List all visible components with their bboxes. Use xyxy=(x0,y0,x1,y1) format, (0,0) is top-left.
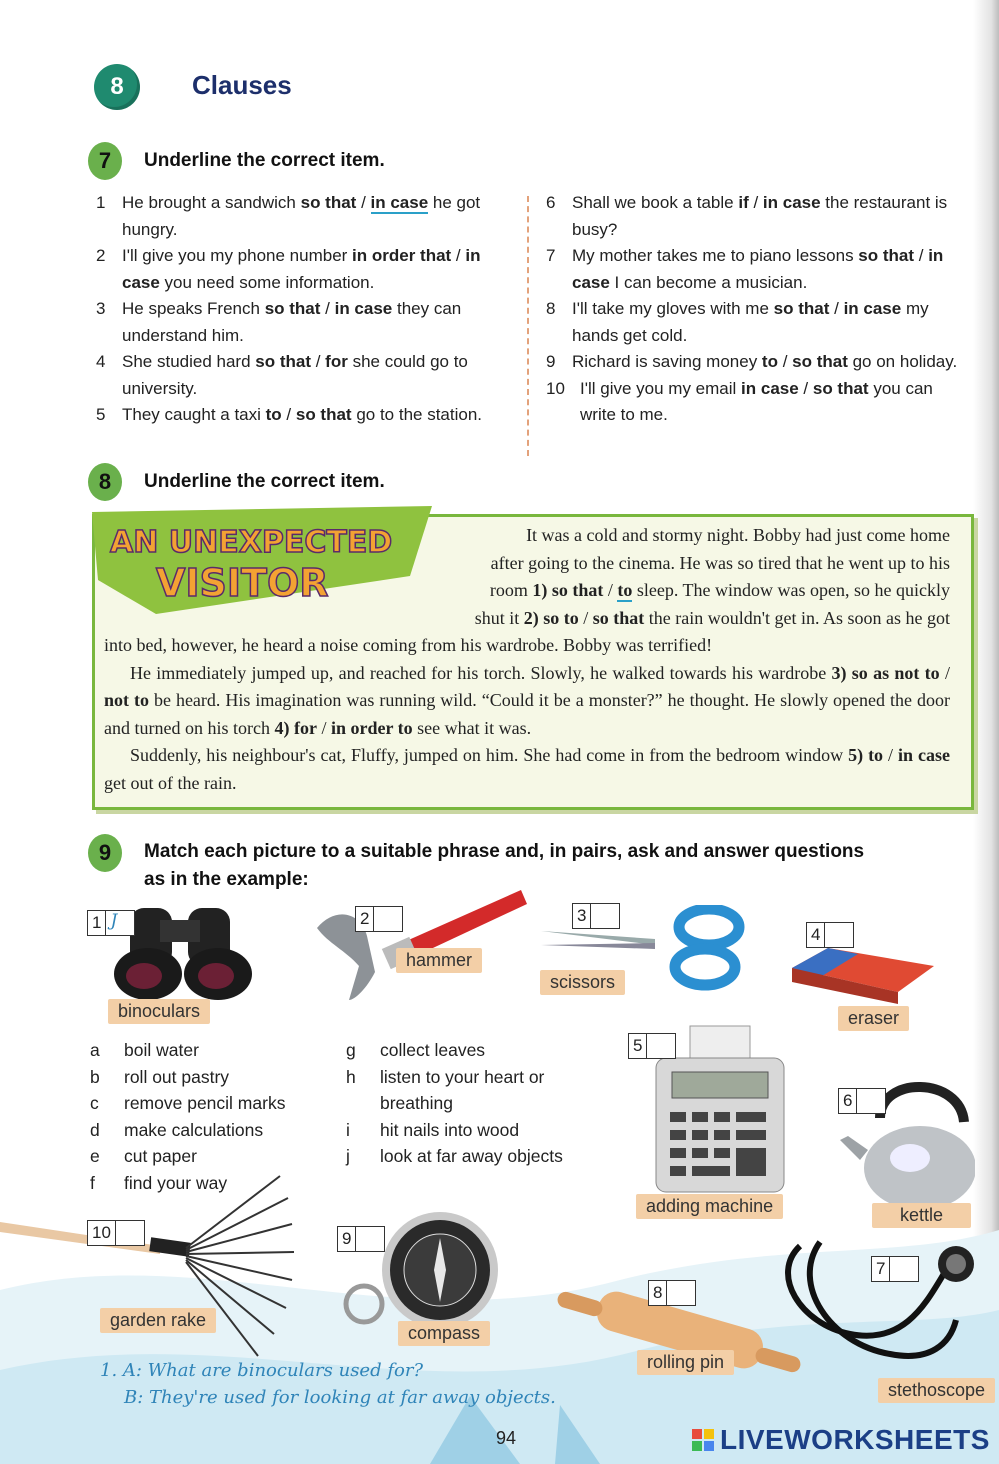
choice-option[interactable]: 4) for xyxy=(274,717,317,738)
item-number: 4 xyxy=(96,352,106,371)
choice-option[interactable]: in case xyxy=(898,745,950,766)
choice-option[interactable]: to xyxy=(265,405,282,424)
phrase-item xyxy=(346,1090,596,1117)
answer-box-number: 1 xyxy=(88,911,106,935)
sentence-text: they can understand him. xyxy=(122,299,462,345)
item-sentence xyxy=(122,402,482,429)
answer-box-1[interactable] xyxy=(87,910,135,936)
phrase-text: boil water xyxy=(124,1040,199,1060)
item-sentence xyxy=(122,190,512,243)
phrase-list-right xyxy=(346,1037,596,1170)
sentence-text: Shall we book a table xyxy=(572,193,739,212)
sentence-text: see what it was. xyxy=(412,717,532,738)
phrase-text: breathing xyxy=(380,1093,453,1113)
sentence-text: get out of the rain. xyxy=(104,772,237,793)
choice-option[interactable]: so that xyxy=(592,607,645,628)
phrase-text: look at far away objects xyxy=(380,1146,563,1166)
answer-box-value xyxy=(890,1257,918,1281)
answer-box-value xyxy=(667,1281,695,1305)
answer-box-value xyxy=(647,1034,675,1058)
picture-label-stethoscope: stethoscope xyxy=(878,1378,995,1403)
picture-label-eraser: eraser xyxy=(838,1006,909,1031)
item-number: 7 xyxy=(546,246,556,265)
exercise-item xyxy=(546,190,970,243)
choice-option[interactable]: not to xyxy=(104,690,149,711)
exercise-item xyxy=(546,349,970,376)
sentence-text: He brought a sandwich xyxy=(122,193,301,212)
phrase-letter: a xyxy=(90,1040,100,1060)
choice-option[interactable]: in case xyxy=(572,246,944,292)
phrase-letter: c xyxy=(90,1093,99,1113)
sentence-text: she could go to university. xyxy=(122,352,468,398)
choice-option[interactable]: so that xyxy=(300,193,357,212)
sentence-text: / xyxy=(320,299,335,318)
answer-box-3[interactable] xyxy=(572,903,620,929)
sentence-text: / xyxy=(316,717,331,738)
sentence-text: / xyxy=(603,580,618,601)
choice-option[interactable]: so that xyxy=(812,378,869,398)
picture-label-adding-machine: adding machine xyxy=(636,1194,783,1219)
sentence-text: go on holiday. xyxy=(847,352,958,371)
phrase-item xyxy=(90,1170,330,1197)
phrase-text: remove pencil marks xyxy=(124,1093,286,1113)
exercise-7-right-column xyxy=(546,190,970,429)
answer-box-2[interactable] xyxy=(355,906,403,932)
example-question: 1. A: What are binoculars used for? xyxy=(100,1360,424,1381)
choice-option[interactable]: so that xyxy=(295,405,352,424)
choice-option[interactable]: in order that xyxy=(352,246,452,265)
picture-label-compass: compass xyxy=(398,1321,490,1346)
unit-badge: 8 xyxy=(94,64,140,110)
exercise-item xyxy=(96,243,512,296)
item-sentence xyxy=(572,190,970,243)
phrase-text: find your way xyxy=(124,1172,228,1193)
phrase-text: roll out pastry xyxy=(124,1066,230,1087)
logo-mark-icon xyxy=(692,1429,714,1451)
item-sentence xyxy=(580,376,970,429)
example-answer: B: They're used for looking at far away objects. xyxy=(124,1387,556,1408)
answer-box-number: 2 xyxy=(356,907,374,931)
sentence-text: It was a cold and stormy night. Bobby had just come home xyxy=(526,525,950,545)
sentence-text: the restaurant is busy? xyxy=(572,193,948,239)
phrase-text: listen to your heart or xyxy=(380,1066,545,1087)
banner-title-line2: VISITOR xyxy=(156,561,329,605)
story-body xyxy=(104,632,950,798)
choice-option[interactable]: 2) so to xyxy=(523,607,579,628)
picture-label-scissors: scissors xyxy=(540,970,625,995)
sentence-text: you can write to me. xyxy=(580,378,933,424)
answer-box-5[interactable] xyxy=(628,1033,676,1059)
phrase-letter: b xyxy=(90,1066,100,1087)
answer-box-value xyxy=(857,1089,885,1113)
story-intro xyxy=(410,522,950,632)
page-number: 94 xyxy=(496,1428,517,1448)
phrase-item xyxy=(90,1143,330,1170)
phrase-letter: j xyxy=(346,1146,350,1166)
sentence-text: go to the station. xyxy=(351,405,483,424)
sentence-text: I can become a musician. xyxy=(609,272,808,292)
choice-option[interactable]: so that xyxy=(792,352,848,371)
sentence-text: My mother takes me to piano lessons xyxy=(572,246,859,265)
phrase-item xyxy=(90,1064,330,1091)
sentence-text: be heard. His imagination was running wild. “Could it be a monster?” he thought. He slowly opened the door and turned on his torch xyxy=(104,690,950,738)
choice-option[interactable]: 3) so as not to xyxy=(831,662,940,683)
item-number: 9 xyxy=(546,352,556,371)
choice-option[interactable]: in case xyxy=(741,378,799,398)
choice-option[interactable]: in order to xyxy=(330,717,413,738)
phrase-text: cut paper xyxy=(124,1146,197,1166)
column-divider xyxy=(527,196,529,456)
sentence-text: after going to the cinema. He was so tired that he went up to his xyxy=(490,552,950,573)
answer-box-number: 3 xyxy=(573,904,591,928)
answer-box-10[interactable] xyxy=(87,1220,145,1246)
answer-box-value xyxy=(825,923,853,947)
phrase-letter: i xyxy=(346,1119,350,1140)
sentence-text: He immediately jumped up, and reached for his torch. Slowly, he walked towards his wardrobe xyxy=(130,662,832,683)
sentence-text: / xyxy=(281,405,296,424)
sentence-text: / xyxy=(356,193,371,212)
choice-option[interactable]: so that xyxy=(255,352,311,371)
answer-box-number: 10 xyxy=(88,1221,116,1245)
choice-option[interactable]: in case xyxy=(370,193,429,212)
banner-title-line1: AN UNEXPECTED xyxy=(110,525,393,560)
sentence-text: room xyxy=(489,580,533,601)
exercise-item xyxy=(546,243,970,296)
story-paragraph xyxy=(104,632,950,660)
choice-option[interactable]: in case xyxy=(122,246,481,292)
exercise-9-badge: 9 xyxy=(88,834,122,872)
phrase-item xyxy=(346,1117,596,1144)
sentence-text: / xyxy=(777,352,793,371)
exercise-item xyxy=(96,296,512,349)
exercise-item xyxy=(96,190,512,243)
sentence-text: Suddenly, his neighbour's cat, Fluffy, jumped on him. She had come in from the bedroom window xyxy=(130,745,849,766)
item-sentence xyxy=(122,243,512,296)
sentence-text: / xyxy=(748,193,763,212)
answer-box-value xyxy=(116,1221,144,1245)
sentence-text: I'll take my gloves with me xyxy=(572,299,774,318)
answer-box-number: 6 xyxy=(839,1089,857,1113)
phrase-letter: g xyxy=(346,1040,356,1060)
phrase-letter: f xyxy=(90,1172,95,1193)
phrase-letter: d xyxy=(90,1119,100,1140)
answer-box-9[interactable] xyxy=(337,1226,385,1252)
item-number: 6 xyxy=(546,193,556,212)
item-sentence xyxy=(122,349,512,402)
item-sentence xyxy=(572,243,970,296)
item-number: 2 xyxy=(96,246,106,265)
choice-option[interactable]: for xyxy=(325,352,348,371)
hammer-image xyxy=(305,884,530,1004)
sentence-text: They caught a taxi xyxy=(122,405,266,424)
item-number: 3 xyxy=(96,299,106,318)
answer-box-number: 9 xyxy=(338,1227,356,1251)
exercise-7-left-column xyxy=(96,190,512,429)
choice-option[interactable]: so that xyxy=(773,299,830,318)
story-banner xyxy=(92,506,432,614)
exercise-7-badge: 7 xyxy=(88,142,122,180)
choice-option[interactable]: so that xyxy=(858,246,915,265)
story-paragraph xyxy=(104,660,950,743)
sentence-text: my hands get cold. xyxy=(572,299,929,345)
story-line xyxy=(410,577,950,605)
story-line xyxy=(410,605,950,633)
exercise-item xyxy=(96,349,512,402)
item-number: 5 xyxy=(96,405,106,424)
sentence-text: / xyxy=(939,662,950,683)
item-number: 8 xyxy=(546,299,556,318)
choice-option[interactable]: to xyxy=(617,580,633,601)
sentence-text: / xyxy=(311,352,326,371)
phrase-text: collect leaves xyxy=(380,1040,486,1060)
sentence-text: Richard is saving money xyxy=(572,352,762,371)
answer-box-value xyxy=(374,907,402,931)
answer-box-value xyxy=(591,904,619,928)
phrase-letter: e xyxy=(90,1146,100,1166)
choice-option[interactable]: so that xyxy=(264,299,321,318)
phrase-item xyxy=(90,1037,330,1064)
answer-box-value: J xyxy=(110,911,118,931)
sentence-text: / xyxy=(451,246,466,265)
sentence-text: / xyxy=(829,299,844,318)
exercise-8-badge: 8 xyxy=(88,463,122,501)
exercise-item xyxy=(546,296,970,349)
exercise-9-title-line2: as in the example: xyxy=(144,869,309,890)
choice-option[interactable]: to xyxy=(761,352,778,371)
picture-label-kettle: kettle xyxy=(872,1203,971,1228)
phrase-text: hit nails into wood xyxy=(380,1119,520,1140)
choice-option[interactable]: in case xyxy=(762,193,821,212)
sentence-text: / xyxy=(914,246,929,265)
sentence-text: He speaks French xyxy=(122,299,265,318)
sentence-text: / xyxy=(798,378,813,398)
exercise-8-title: Underline the correct item. xyxy=(144,471,385,492)
phrase-item xyxy=(346,1064,596,1091)
liveworksheets-logo[interactable] xyxy=(692,1424,990,1456)
sentence-text: he got hungry. xyxy=(122,193,481,239)
exercise-9-title-line1: Match each picture to a suitable phrase and, in pairs, ask and answer questions xyxy=(144,841,865,862)
phrase-list-left xyxy=(90,1037,330,1196)
unit-title: Clauses xyxy=(192,70,292,100)
item-number: 10 xyxy=(546,378,565,398)
item-number: 1 xyxy=(96,193,106,212)
picture-label-binoculars: binoculars xyxy=(108,999,210,1024)
choice-option[interactable]: if xyxy=(738,193,749,212)
story-line xyxy=(410,550,950,578)
phrase-text: make calculations xyxy=(124,1119,264,1140)
choice-option[interactable]: in case xyxy=(334,299,393,318)
answer-box-number: 7 xyxy=(872,1257,890,1281)
story-line xyxy=(410,522,950,550)
phrase-item xyxy=(90,1117,330,1144)
picture-label-hammer: hammer xyxy=(396,948,482,973)
garden-rake-image xyxy=(0,1170,300,1370)
phrase-letter: h xyxy=(346,1066,356,1087)
logo-text: LIVEWORKSHEETS xyxy=(720,1424,990,1455)
sentence-text: you need some information. xyxy=(159,272,375,292)
answer-box-4[interactable] xyxy=(806,922,854,948)
picture-label-garden-rake: garden rake xyxy=(100,1308,216,1333)
phrase-item xyxy=(90,1090,330,1117)
phrase-item xyxy=(346,1143,596,1170)
picture-label-rolling-pin: rolling pin xyxy=(637,1350,734,1375)
sentence-text: / xyxy=(883,745,899,766)
sentence-text: I'll give you my email xyxy=(580,378,742,398)
item-sentence xyxy=(122,296,512,349)
sentence-text: She studied hard xyxy=(122,352,256,371)
item-sentence xyxy=(572,296,970,349)
phrase-item xyxy=(346,1037,596,1064)
answer-box-6[interactable] xyxy=(838,1088,886,1114)
story-paragraph xyxy=(104,742,950,797)
exercise-item xyxy=(546,376,970,429)
sentence-text: I'll give you my phone number xyxy=(122,246,353,265)
answer-box-8[interactable] xyxy=(648,1280,696,1306)
sentence-text: shut it xyxy=(474,607,524,628)
eraser-image xyxy=(788,942,938,1012)
sentence-text: / xyxy=(578,607,593,628)
sentence-text: the rain wouldn't get in. As soon as he got xyxy=(644,607,950,628)
sentence-text: sleep. The window was open, so he quickly xyxy=(632,580,950,601)
sentence-text: into bed, however, he heard a noise coming from his wardrobe. Bobby was terrified! xyxy=(104,635,713,655)
exercise-item xyxy=(96,402,512,429)
answer-box-number: 5 xyxy=(629,1034,647,1058)
answer-box-number: 8 xyxy=(649,1281,667,1305)
answer-box-value xyxy=(356,1227,384,1251)
exercise-7-title: Underline the correct item. xyxy=(144,150,385,171)
item-sentence xyxy=(572,349,957,376)
answer-box-number: 4 xyxy=(807,923,825,947)
answer-box-7[interactable] xyxy=(871,1256,919,1282)
choice-option[interactable]: 5) to xyxy=(848,745,884,766)
choice-option[interactable]: 1) so that xyxy=(532,580,604,601)
choice-option[interactable]: in case xyxy=(843,299,902,318)
